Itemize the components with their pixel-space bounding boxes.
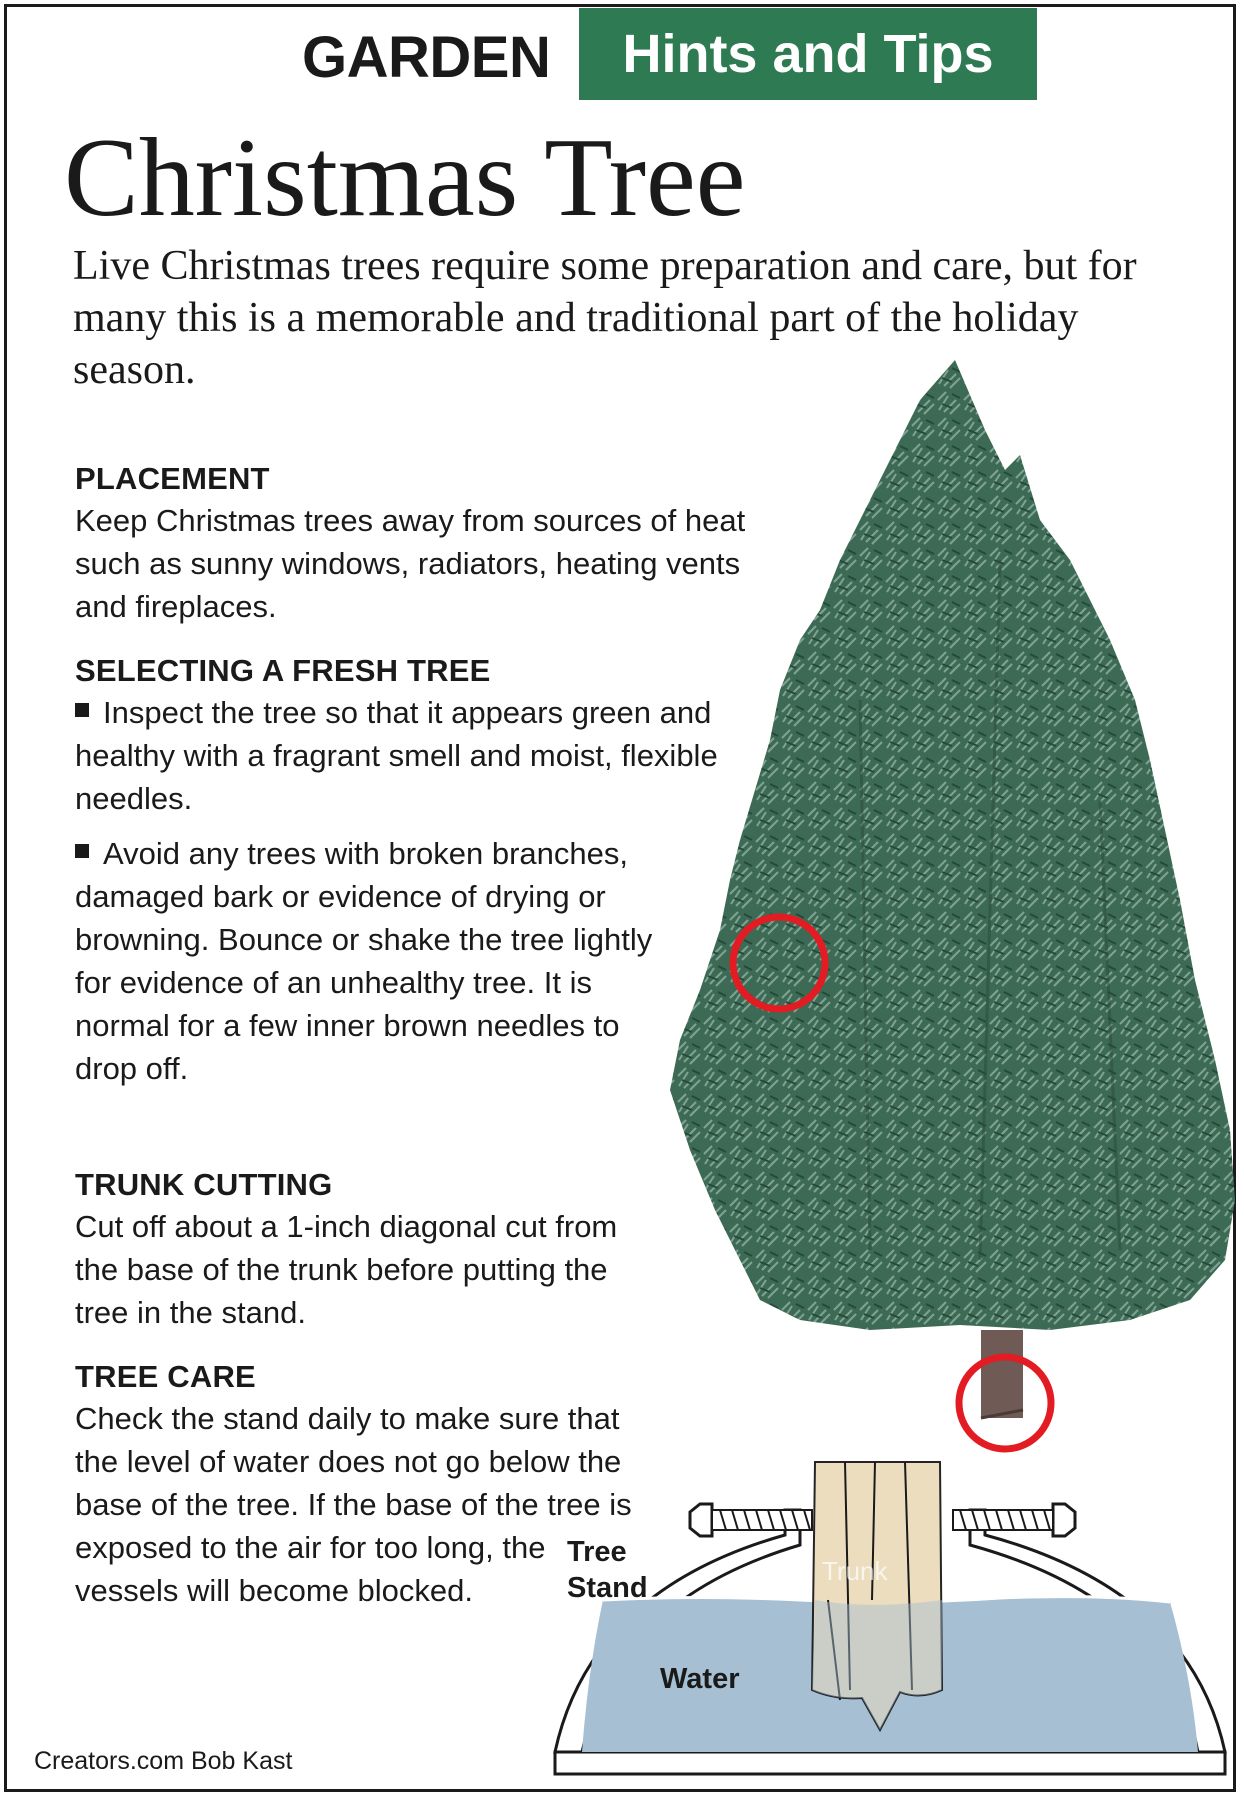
page-title: Christmas Tree — [64, 116, 746, 240]
care-heading: TREE CARE — [75, 1359, 256, 1394]
selecting-heading: SELECTING A FRESH TREE — [75, 653, 491, 688]
care-body: Check the stand daily to make sure that the level of water does not go below the base of the tree. If the base of the tree is exposed to the air for too long, the vessels will become blocked. — [75, 1401, 632, 1608]
bullet-square-icon — [75, 844, 89, 858]
section-selecting — [75, 651, 795, 1090]
section-tree-care — [75, 1357, 795, 1612]
bullet-square-icon — [75, 703, 89, 717]
placement-body: Keep Christmas trees away from sources of heat such as sunny windows, radiators, heating vents and fireplaces. — [75, 503, 746, 624]
selecting-bullet-2-text: Avoid any trees with broken branches, damaged bark or evidence of drying or browning. Bounce or shake the tree lightly for evidence of an unhealthy tree. It is normal for a few inner brown needles to drop off. — [75, 836, 653, 1086]
trunk-body: Cut off about a 1-inch diagonal cut from the base of the trunk before putting the tree in the stand. — [75, 1209, 618, 1330]
credit-line: Creators.com Bob Kast — [34, 1747, 293, 1775]
water-label: Water — [660, 1663, 740, 1695]
section-trunk-cutting — [75, 1165, 795, 1334]
selecting-bullet-1 — [75, 691, 775, 820]
tree-trunk-stub — [981, 1330, 1023, 1418]
stand-label-tree: Tree — [567, 1536, 627, 1568]
selecting-bullet-1-text: Inspect the tree so that it appears green and healthy with a fragrant smell and moist, flexible needles. — [75, 695, 718, 816]
section-label: GARDEN — [302, 25, 551, 90]
stand-label-stand: Stand — [567, 1572, 648, 1604]
trunk-label: Trunk — [822, 1556, 888, 1586]
stand-base-plate — [555, 1752, 1225, 1774]
section-placement — [75, 459, 795, 628]
header-banner-text: Hints and Tips — [622, 24, 994, 84]
trunk-heading: TRUNK CUTTING — [75, 1167, 333, 1202]
selecting-bullet-2 — [75, 832, 675, 1090]
intro-paragraph: Live Christmas trees require some preparation and care, but for many this is a memorable and traditional part of the holiday season. — [73, 243, 1137, 393]
placement-heading: PLACEMENT — [75, 461, 270, 496]
